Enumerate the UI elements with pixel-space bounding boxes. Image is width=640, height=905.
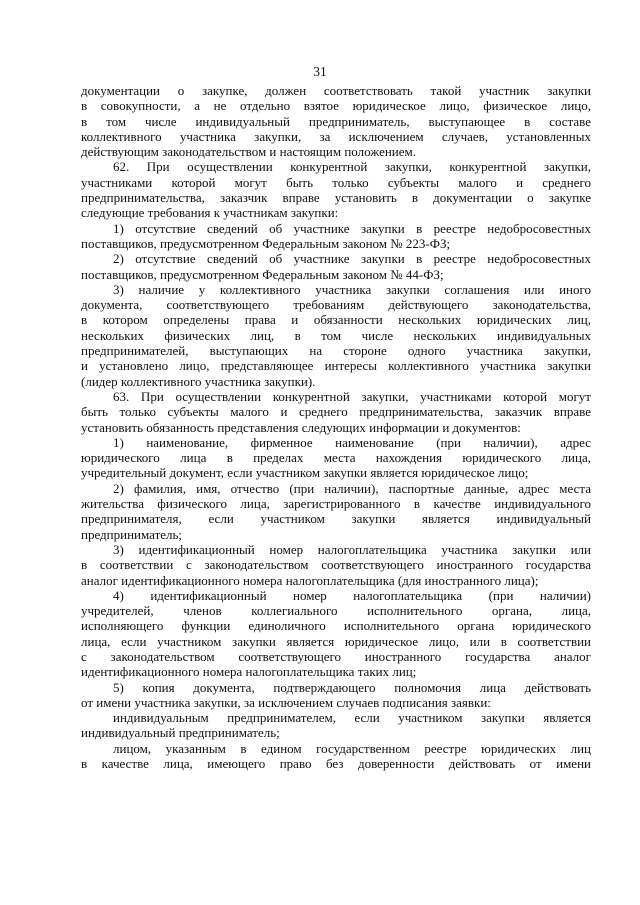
text-line: лицом, указанным в едином государственном реестре юридических лиц (113, 740, 591, 756)
text-line: нескольких физических лиц, в том числе нескольких индивидуальных (81, 327, 591, 343)
text-line: индивидуальным предпринимателем, если участником закупки является (113, 710, 591, 726)
text-line: в совокупности, а не отдельно взятое юридическое лицо, физическое лицо, (81, 98, 591, 114)
text-line: аналог идентификационного номера налогоплательщика (для иностранного лица); (81, 572, 539, 588)
text-line: 5) копия документа, подтверждающего полномочия лица действовать (113, 679, 591, 695)
text-line: установить обязанность представления следующих информации и документов: (81, 419, 521, 435)
text-line: предпринимателей, выступающих на стороне одного участника закупки, (81, 343, 591, 359)
text-line: с законодательством соответствующего иностранного государства аналог (81, 648, 591, 664)
text-line: исполняющего функции единоличного исполнительного органа юридического (81, 618, 591, 634)
text-line: поставщиков, предусмотренном Федеральным законом № 223-ФЗ; (81, 235, 451, 251)
text-line: 1) отсутствие сведений об участнике закупки в реестре недобросовестных (113, 220, 591, 236)
text-line: идентификационного номера налогоплательщика таких лиц; (81, 664, 417, 680)
text-line: 62. При осуществлении конкурентной закупки, конкурентной закупки, (113, 159, 591, 175)
text-line: от имени участника закупки, за исключением случаев подписания заявки: (81, 694, 491, 710)
text-line: предпринимателя, если участником закупки является индивидуальный (81, 511, 591, 527)
text-line: 3) наличие у коллективного участника закупки соглашения или иного (113, 281, 591, 297)
text-line: участниками которой могут быть только субъекты малого и среднего (81, 174, 591, 190)
text-line: быть только субъекты малого и среднего предпринимательства, заказчик вправе (81, 404, 591, 420)
text-line: юридического лица в пределах места нахождения юридического лица, (81, 450, 591, 466)
text-line: 3) идентификационный номер налогоплательщика участника закупки или (113, 541, 591, 557)
text-line: коллективного участника закупки, за исключением случаев, установленных (81, 128, 591, 144)
text-line: следующие требования к участникам закупки: (81, 205, 339, 221)
text-line: поставщиков, предусмотренном Федеральным законом № 44-ФЗ; (81, 266, 444, 282)
text-line: (лидер коллективного участника закупки). (81, 373, 316, 389)
text-line: жительства физического лица, зарегистрированного в качестве индивидуального (81, 496, 591, 512)
page-number: 31 (313, 64, 327, 79)
text-line: и установлено лицо, представляющее интересы коллективного участника закупки (81, 358, 591, 374)
text-line: 2) отсутствие сведений об участнике закупки в реестре недобросовестных (113, 251, 591, 267)
document-body (81, 83, 591, 771)
text-line: предприниматель; (81, 526, 183, 542)
text-line: документа, соответствующего требованиям действующего законодательства, (81, 297, 591, 313)
text-line: документации о закупке, должен соответствовать такой участник закупки (81, 83, 591, 98)
text-line: лица, если участником закупки является юридическое лицо, или в соответствии (81, 633, 591, 649)
text-line: 1) наименование, фирменное наименование (при наличии), адрес (113, 434, 591, 450)
text-line: в соответствии с законодательством соответствующего иностранного государства (81, 557, 591, 573)
text-line: в качестве лица, имеющего право без доверенности действовать от имени (81, 756, 591, 772)
text-line: 4) идентификационный номер налогоплательщика (при наличии) (113, 587, 591, 603)
text-line: 2) фамилия, имя, отчество (при наличии), паспортные данные, адрес места (113, 480, 591, 496)
text-line: учредителей, членов коллегиального исполнительного органа, лица, (81, 603, 591, 619)
text-line: 63. При осуществлении конкурентной закупки, участниками которой могут (113, 388, 591, 404)
text-line: индивидуальный предприниматель; (81, 725, 280, 741)
text-line: в котором определены права и обязанности нескольких юридических лиц, (81, 312, 591, 328)
text-line: в том числе индивидуальный предприниматель, выступающее в составе (81, 113, 591, 129)
text-line: действующим законодательством и настоящим положением. (81, 144, 417, 160)
text-line: учредительный документ, если участником закупки является юридическое лицо; (81, 465, 529, 481)
text-line: предпринимательства, заказчик вправе установить в документации о закупке (81, 190, 591, 206)
